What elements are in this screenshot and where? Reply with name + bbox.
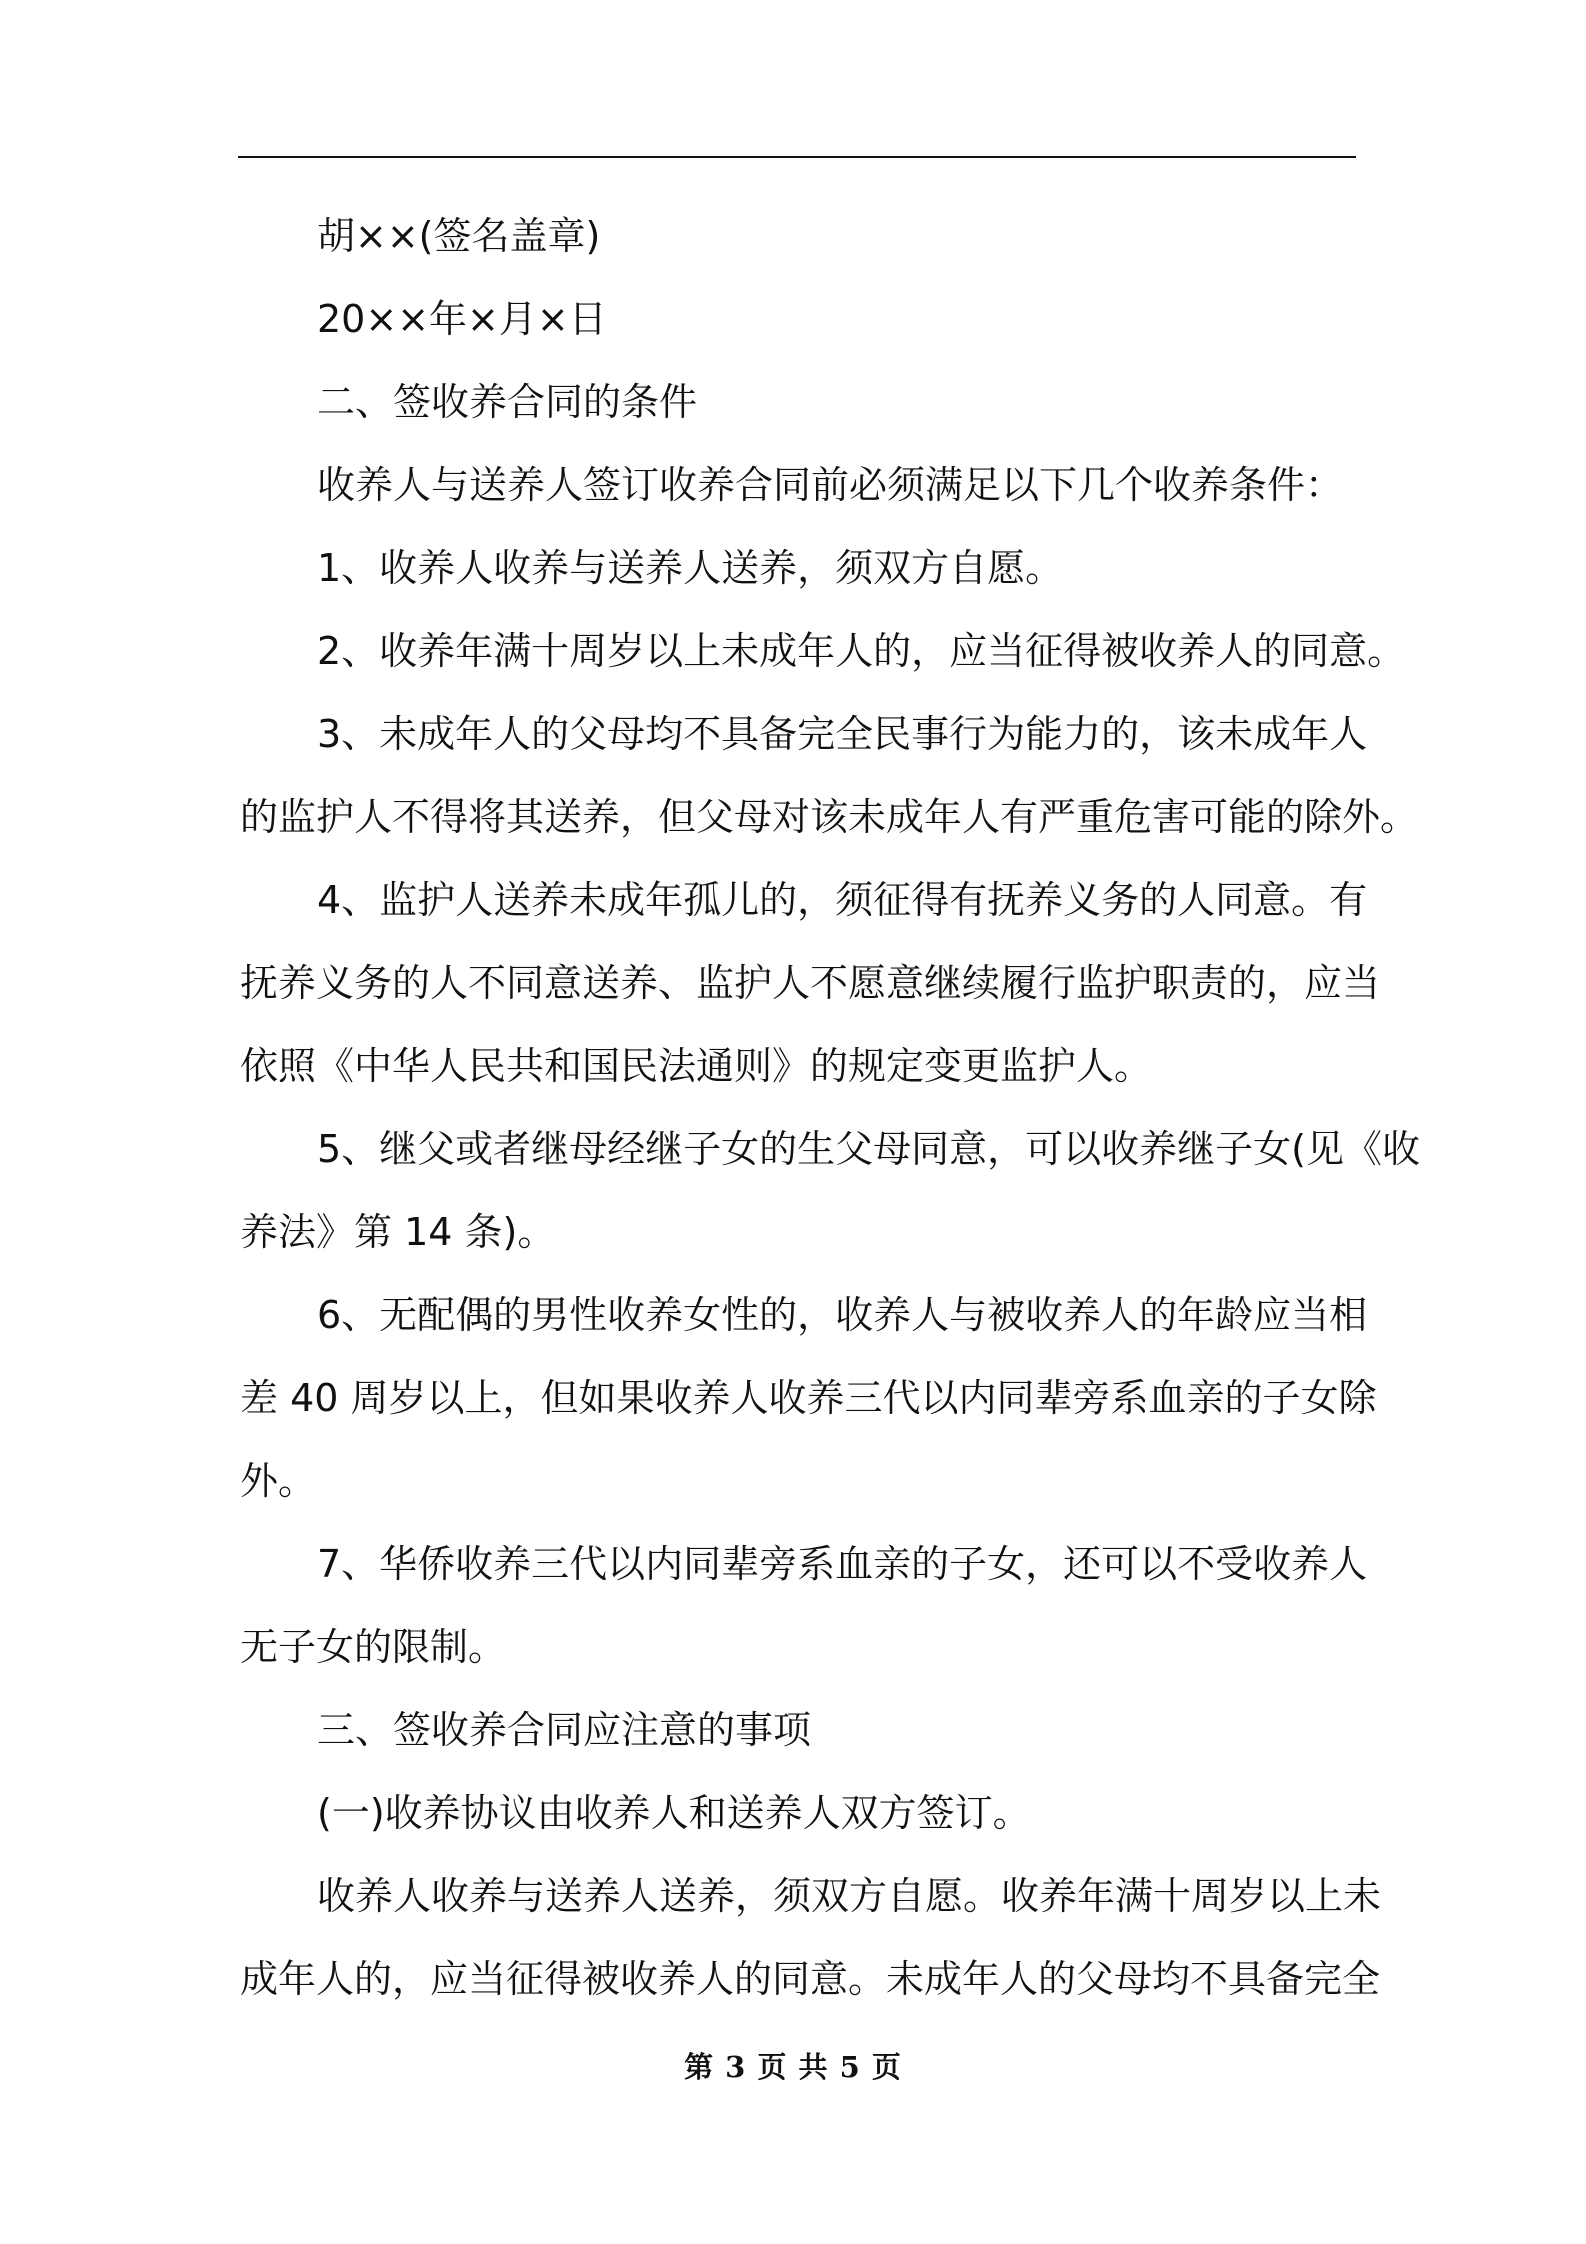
date-line: 20××年×月×日 bbox=[317, 297, 607, 341]
section-heading-3: 三、签收养合同应注意的事项 bbox=[317, 1708, 812, 1752]
condition-6-line-3: 外。 bbox=[240, 1459, 317, 1503]
page-footer: 第 3 页 共 5 页 bbox=[684, 2050, 902, 2084]
condition-7-line-2: 无子女的限制。 bbox=[240, 1625, 507, 1669]
condition-5-line-1: 5、继父或者继母经继子女的生父母同意，可以收养继子女(见《收 bbox=[317, 1127, 1421, 1171]
subsection-heading-1: (一)收养协议由收养人和送养人双方签订。 bbox=[317, 1791, 1031, 1835]
condition-2: 2、收养年满十周岁以上未成年人的，应当征得被收养人的同意。 bbox=[317, 629, 1406, 673]
condition-4-line-2: 抚养义务的人不同意送养、监护人不愿意继续履行监护职责的，应当 bbox=[240, 961, 1381, 1005]
condition-6-line-2: 差 40 周岁以上，但如果收养人收养三代以内同辈旁系血亲的子女除 bbox=[240, 1376, 1377, 1420]
paragraph-line: 成年人的，应当征得被收养人的同意。未成年人的父母均不具备完全 bbox=[240, 1957, 1381, 2001]
condition-1: 1、收养人收养与送养人送养，须双方自愿。 bbox=[317, 546, 1064, 590]
header-rule bbox=[238, 156, 1356, 158]
section-heading-2: 二、签收养合同的条件 bbox=[317, 380, 698, 424]
condition-5-line-2: 养法》第 14 条)。 bbox=[240, 1210, 556, 1254]
condition-4-line-3: 依照《中华人民共和国民法通则》的规定变更监护人。 bbox=[240, 1044, 1153, 1088]
condition-6-line-1: 6、无配偶的男性收养女性的，收养人与被收养人的年龄应当相 bbox=[317, 1293, 1368, 1337]
condition-7-line-1: 7、华侨收养三代以内同辈旁系血亲的子女，还可以不受收养人 bbox=[317, 1542, 1368, 1586]
condition-3-line-1: 3、未成年人的父母均不具备完全民事行为能力的，该未成年人 bbox=[317, 712, 1368, 756]
condition-4-line-1: 4、监护人送养未成年孤儿的，须征得有抚养义务的人同意。有 bbox=[317, 878, 1368, 922]
paragraph-line: 收养人与送养人签订收养合同前必须满足以下几个收养条件： bbox=[317, 463, 1344, 507]
condition-3-line-2: 的监护人不得将其送养，但父母对该未成年人有严重危害可能的除外。 bbox=[240, 795, 1419, 839]
paragraph-line: 收养人收养与送养人送养，须双方自愿。收养年满十周岁以上未 bbox=[317, 1874, 1382, 1918]
document-body bbox=[240, 195, 1421, 2021]
signature-line: 胡××(签名盖章) bbox=[317, 214, 601, 258]
